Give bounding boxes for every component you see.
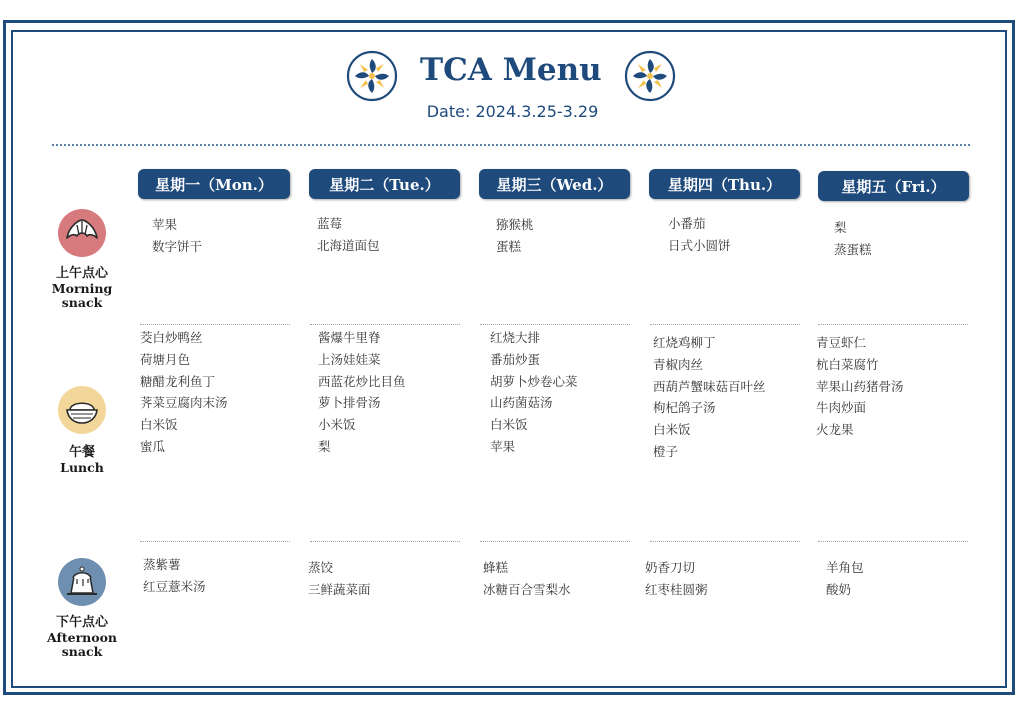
row-divider [310,541,460,542]
menu-item: 萝卜排骨汤 [318,395,381,411]
logo-left-icon [346,50,398,102]
menu-item: 小番茄 [668,216,706,231]
menu-item: 酱爆牛里脊 [318,330,381,345]
menu-item: 冰糖百合雪梨水 [483,581,571,597]
menu-item: 红烧鸡柳丁 [653,335,716,350]
row-divider [310,324,460,325]
day-header-thu: 星期四（Thu.） [649,169,800,199]
menu-item: 蜜瓜 [140,438,166,454]
menu-item: 日式小圆饼 [668,237,731,253]
menu-item: 荠菜豆腐肉末汤 [140,395,228,411]
afternoon-wed [483,557,571,601]
morning-wed [496,214,534,258]
morning-mon [152,214,202,258]
row-divider [480,541,630,542]
menu-item: 梨 [318,438,331,454]
date-range: Date: 2024.3.25-3.29 [426,102,599,121]
meal-label-lunch-zh: 午餐 [68,445,95,460]
menu-item: 青豆虾仁 [816,335,867,350]
meal-label-morning-en-2: snack [61,295,103,310]
menu-item: 青椒肉丝 [653,356,704,372]
day-header-tue: 星期二（Tue.） [309,169,460,199]
menu-item: 糖醋龙利鱼丁 [140,373,216,389]
row-divider [480,324,630,325]
menu-item: 白米饭 [140,417,178,433]
morning-thu [668,213,731,257]
menu-item: 蜂糕 [483,560,509,575]
menu-item: 杭白菜腐竹 [816,356,879,372]
lunch-thu [653,332,766,463]
menu-item: 火龙果 [816,422,854,438]
menu-item: 苹果 [490,438,516,454]
menu-item: 小米饭 [318,417,356,433]
menu-item: 白米饭 [653,422,691,438]
menu-item: 枸杞鸽子汤 [653,400,716,416]
menu-item: 蓝莓 [317,216,343,231]
afternoon-mon [143,554,206,598]
menu-item: 猕猴桃 [496,217,534,232]
lunch-wed [490,327,578,458]
menu-item: 红豆薏米汤 [143,578,206,594]
row-divider [140,541,290,542]
menu-item: 茭白炒鸭丝 [140,330,203,345]
row-divider [818,541,968,542]
lunch-mon [140,327,228,458]
menu-item: 羊角包 [826,560,864,575]
menu-item: 三鲜蔬菜面 [308,581,371,597]
menu-item: 红枣桂圆粥 [645,581,708,597]
morning-fri [834,217,872,261]
menu-item: 酸奶 [826,581,852,597]
menu-item: 北海道面包 [317,237,380,253]
menu-item: 蒸蛋糕 [834,241,872,257]
menu-item: 蒸紫薯 [143,557,181,572]
menu-item: 白米饭 [490,417,528,433]
rice-bowl-icon [57,385,107,435]
afternoon-fri [826,557,864,601]
meal-label-lunch-en: Lunch [60,460,104,475]
meal-label-afternoon-en-1: Afternoon [46,630,118,645]
menu-item: 红烧大排 [490,330,541,345]
meal-label-afternoon-zh: 下午点心 [55,615,108,630]
menu-item: 上汤娃娃菜 [318,351,381,367]
menu-item: 山药菌菇汤 [490,395,553,411]
day-header-fri: 星期五（Fri.） [818,171,969,201]
row-divider [818,324,968,325]
cake-icon [57,557,107,607]
meal-label-morning [37,265,127,310]
row-divider [140,324,290,325]
menu-item: 牛肉炒面 [816,400,867,416]
header-divider [52,144,970,146]
day-header-wed: 星期三（Wed.） [479,169,630,199]
menu-item: 梨 [834,220,847,235]
menu-item: 蒸饺 [308,560,334,575]
meal-label-lunch [37,444,127,475]
menu-item: 西葫芦蟹味菇百叶丝 [653,378,766,394]
morning-tue [317,213,380,257]
menu-item: 西蓝花炒比目鱼 [318,373,406,389]
row-divider [650,324,800,325]
menu-item: 胡萝卜炒卷心菜 [490,373,578,389]
menu-item: 橙子 [653,443,679,459]
meal-label-morning-en-1: Morning [51,281,113,296]
menu-item: 数字饼干 [152,238,203,254]
logo-right-icon [624,50,676,102]
meal-label-afternoon-en-2: snack [61,644,103,659]
afternoon-thu [645,557,708,601]
meal-label-afternoon [37,614,127,659]
lunch-tue [318,327,406,458]
meal-label-morning-zh: 上午点心 [55,266,108,281]
page-title: TCA Menu [420,52,602,88]
menu-item: 奶香刀切 [645,560,696,575]
menu-item: 苹果 [152,217,178,232]
croissant-icon [57,208,107,258]
menu-item: 蛋糕 [496,238,522,254]
row-divider [650,541,800,542]
afternoon-tue [308,557,371,601]
menu-item: 番茄炒蛋 [490,351,541,367]
day-header-mon: 星期一（Mon.） [138,169,290,199]
menu-item: 荷塘月色 [140,351,191,367]
menu-item: 苹果山药猪骨汤 [816,378,904,394]
lunch-fri [816,332,904,441]
